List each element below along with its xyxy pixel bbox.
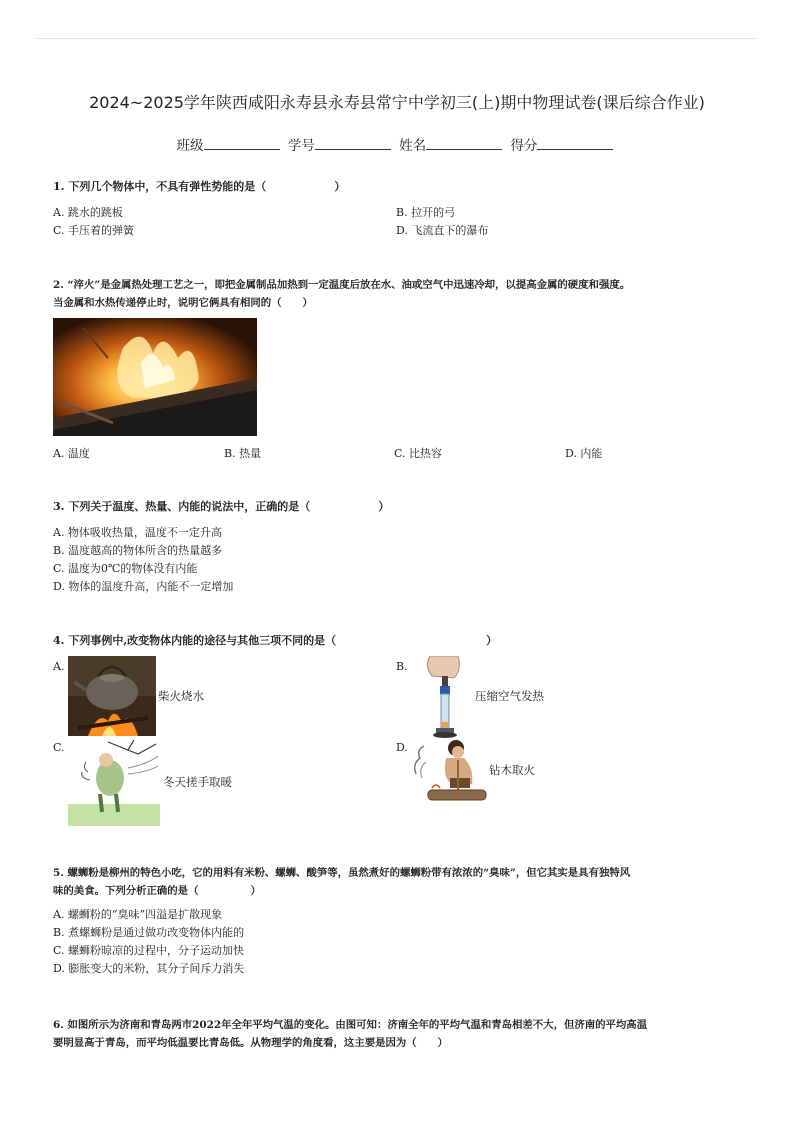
question-5-stem: [53, 864, 743, 900]
q3-option-c[interactable]: C. 温度为0℃的物体没有内能: [53, 562, 198, 575]
q1-option-a[interactable]: A. 跳水的跳板: [53, 206, 123, 219]
question-1-text: 1. 下列几个物体中，不具有弹性势能的是（: [53, 180, 267, 193]
kettle-over-fire-image: [68, 656, 156, 736]
question-4-text: 4. 下列事例中,改变物体内能的途径与其他三项不同的是（: [53, 634, 337, 647]
q4-option-d-label: 钻木取火: [489, 763, 535, 777]
id-label: 学号: [287, 138, 315, 154]
question-6-line-1: 6. 如图所示为济南和青岛两市2022年全年平均气温的变化。由图可知：济南全年的平均气温和青岛相差不大，但济南的平均高温: [53, 1019, 648, 1031]
question-4-stem: [53, 632, 743, 650]
class-blank[interactable]: [204, 137, 280, 150]
compressed-air-syringe-image: [412, 656, 472, 738]
q4-option-c-letter[interactable]: C.: [53, 741, 65, 754]
q1-option-b[interactable]: B. 拉开的弓: [396, 206, 456, 219]
student-info-line: [0, 134, 794, 154]
question-5-line-2-text: 味的美食。下列分析正确的是（: [53, 885, 199, 897]
question-1-paren: ）: [334, 180, 346, 193]
quenching-fire-image: [53, 318, 257, 436]
q2-option-a[interactable]: A. 温度: [53, 447, 90, 460]
q4-option-b-letter[interactable]: B.: [396, 660, 408, 673]
question-5-line-2: [53, 882, 743, 900]
drilling-wood-fire-image: [412, 738, 488, 804]
question-2-stem: [53, 276, 743, 312]
name-label: 姓名: [399, 138, 427, 154]
class-label: 班级: [176, 138, 204, 154]
question-5-paren: ）: [250, 885, 261, 897]
q4-option-b-label: 压缩空气发热: [475, 689, 544, 703]
question-3-text: 3. 下列关于温度、热量、内能的说法中，正确的是（: [53, 500, 311, 513]
q2-option-b[interactable]: B. 热量: [224, 447, 262, 460]
q2-option-c[interactable]: C. 比热容: [394, 447, 443, 460]
question-2-line-2: 当金属和水热传递停止时，说明它俩具有相同的（ ）: [53, 297, 313, 309]
page-title: 2024~2025学年陕西咸阳永寿县永寿县常宁中学初三(上)期中物理试卷(课后综合作业): [89, 93, 705, 112]
question-3-stem: [53, 498, 743, 516]
name-blank[interactable]: [426, 137, 502, 150]
question-6-stem: [53, 1016, 743, 1052]
q1-option-c[interactable]: C. 手压着的弹簧: [53, 224, 135, 237]
rubbing-hands-image: [68, 738, 160, 826]
q3-option-b[interactable]: B. 温度越高的物体所含的热量越多: [53, 544, 223, 557]
q3-option-d[interactable]: D. 物体的温度升高，内能不一定增加: [53, 580, 234, 593]
question-2-line-1: 2. “淬火”是金属热处理工艺之一，即把金属制品加热到一定温度后放在水、油或空气中迅速冷却，以提高金属的硬度和强度。: [53, 279, 631, 291]
question-5-line-1: 5. 螺蛳粉是柳州的特色小吃，它的用料有米粉、螺蛳、酸笋等，虽然煮好的螺蛳粉带有浓浓的“臭味”，但它其实是具有独特风: [53, 867, 631, 879]
q4-option-c-label: 冬天搓手取暖: [163, 775, 232, 789]
score-label: 得分: [510, 138, 538, 154]
question-3-paren: ）: [378, 500, 390, 513]
score-blank[interactable]: [537, 137, 613, 150]
question-6-line-2: 要明显高于青岛，而平均低温要比青岛低。从物理学的角度看，这主要是因为（ ）: [53, 1037, 448, 1049]
id-blank[interactable]: [315, 137, 391, 150]
question-4-paren: ）: [486, 634, 498, 647]
q4-option-a-letter[interactable]: A.: [53, 660, 65, 673]
q5-option-a[interactable]: A. 螺蛳粉的“臭味”四溢是扩散现象: [53, 908, 223, 921]
header-divider: [36, 38, 758, 39]
q5-option-d[interactable]: D. 膨胀变大的米粉，其分子间斥力消失: [53, 962, 245, 975]
q3-option-a[interactable]: A. 物体吸收热量，温度不一定升高: [53, 526, 222, 539]
q1-option-d[interactable]: D. 飞流直下的瀑布: [396, 224, 489, 237]
question-1-stem: [53, 178, 743, 196]
q4-option-a-label: 柴火烧水: [158, 689, 204, 703]
q2-option-d[interactable]: D. 内能: [565, 447, 603, 460]
q5-option-c[interactable]: C. 螺蛳粉晾凉的过程中，分子运动加快: [53, 944, 245, 957]
q4-option-d-letter[interactable]: D.: [396, 741, 408, 754]
q5-option-b[interactable]: B. 煮螺蛳粉是通过做功改变物体内能的: [53, 926, 245, 939]
